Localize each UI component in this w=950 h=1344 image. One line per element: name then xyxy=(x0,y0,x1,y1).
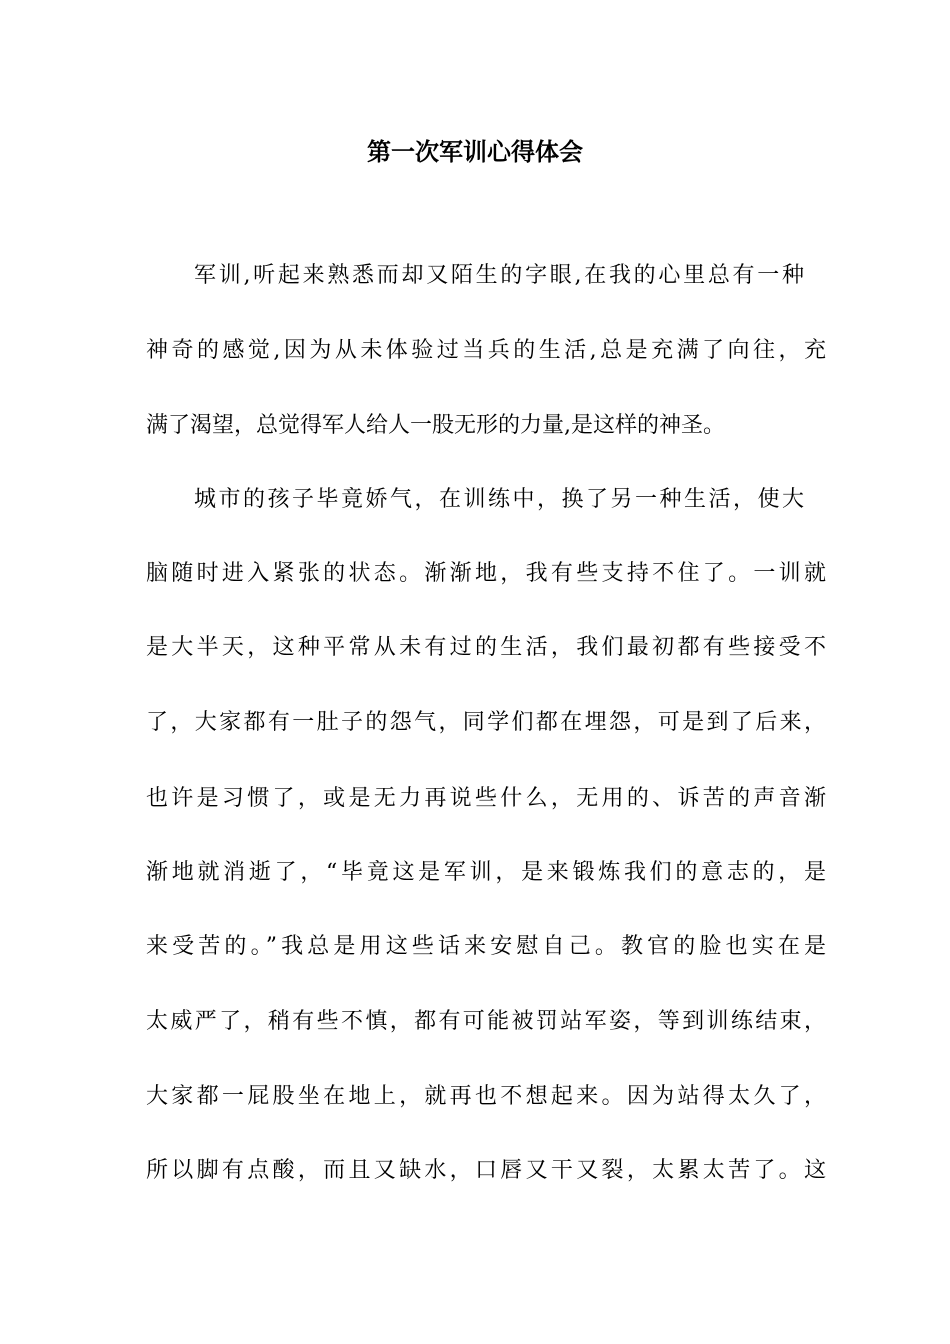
paragraph-2-line-9: 大家都一屁股坐在地上，就再也不想起来。因为站得太久了， xyxy=(146,1084,826,1109)
paragraph-1-line-2: 神奇的感觉,因为从未体验过当兵的生活,总是充满了向往，充 xyxy=(146,338,826,363)
paragraph-2-line-4: 了，大家都有一肚子的怨气，同学们都在埋怨，可是到了后来， xyxy=(146,710,826,735)
paragraph-2-line-3: 是大半天，这种平常从未有过的生活，我们最初都有些接受不 xyxy=(146,635,826,660)
paragraph-2-line-1: 城市的孩子毕竟娇气，在训练中，换了另一种生活，使大 xyxy=(194,487,804,512)
paragraph-1-line-3: 满了渴望，总觉得军人给人一股无形的力量,是这样的神圣。 xyxy=(146,413,725,438)
paragraph-2-line-6: 渐地就消逝了，“毕竟这是军训，是来锻炼我们的意志的，是 xyxy=(146,860,826,885)
paragraph-1-line-1: 军训,听起来熟悉而却又陌生的字眼,在我的心里总有一种 xyxy=(194,263,804,288)
paragraph-2-line-10: 所以脚有点酸，而且又缺水，口唇又干又裂，太累太苦了。这 xyxy=(146,1158,826,1183)
paragraph-2-line-8: 太威严了，稍有些不慎，都有可能被罚站军姿，等到训练结束， xyxy=(146,1009,826,1034)
paragraph-2-line-2: 脑随时进入紧张的状态。渐渐地，我有些支持不住了。一训就 xyxy=(146,561,826,586)
paragraph-2-line-5: 也许是习惯了，或是无力再说些什么，无用的、诉苦的声音渐 xyxy=(146,786,826,811)
paragraph-2-line-7: 来受苦的。”我总是用这些话来安慰自己。教官的脸也实在是 xyxy=(146,934,826,959)
document-title: 第一次军训心得体会 xyxy=(367,137,583,166)
